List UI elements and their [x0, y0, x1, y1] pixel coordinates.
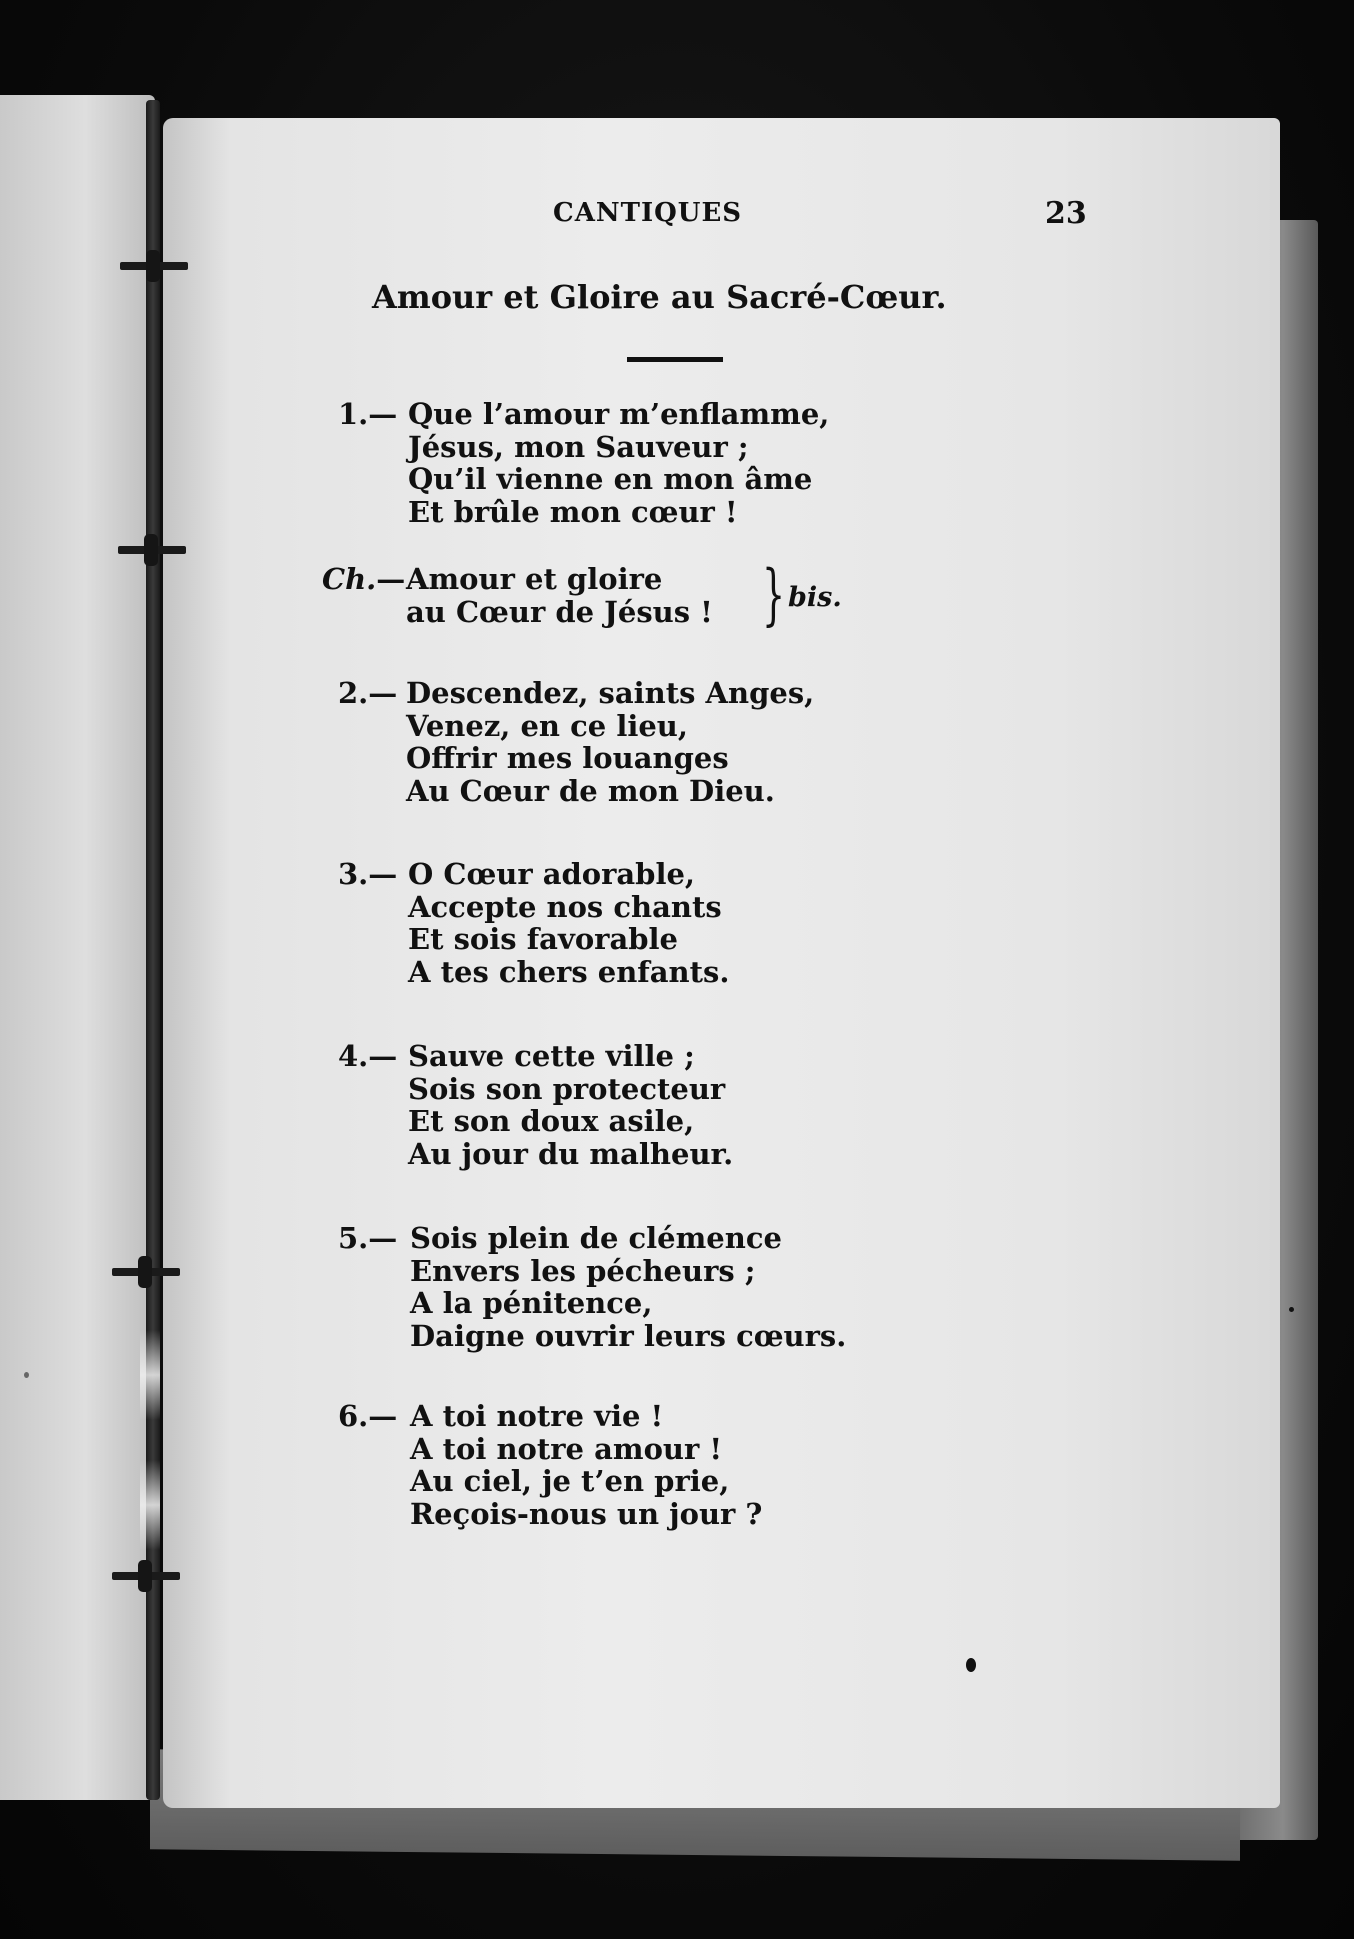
stanza-number: 2.— [338, 676, 398, 710]
binding-stitch [120, 262, 188, 270]
verse-line: Accepte nos chants [408, 889, 722, 924]
verse-line: Jésus, mon Sauveur ; [408, 429, 749, 464]
chorus-line: Amour et gloire [406, 562, 663, 596]
binding-stitch [118, 546, 186, 554]
stanza-lines [408, 858, 729, 988]
verse-line: Et sois favorable [408, 922, 678, 956]
chorus-label: Ch. [322, 562, 377, 596]
scan-speck [1289, 1307, 1294, 1312]
verse-line: Sois plein de clémence [410, 1221, 782, 1255]
verse-line: A tes chers enfants. [408, 954, 730, 989]
title-rule [627, 357, 723, 362]
verse-line: Offrir mes louanges [406, 741, 729, 775]
verse-line: Et brûle mon cœur ! [408, 494, 738, 529]
song-title: Amour et Gloire au Sacré-Cœur. [372, 278, 947, 316]
verse-line: Au ciel, je t’en prie, [410, 1464, 730, 1498]
verse-line: Et son doux asile, [408, 1104, 695, 1138]
stanza-number: 6.— [338, 1399, 398, 1433]
verse-line: Au jour du malheur. [408, 1136, 734, 1171]
verse-line: O Cœur adorable, [408, 857, 696, 891]
binding-highlight [140, 1460, 160, 1550]
verse-line: Reçois-nous un jour ? [410, 1496, 763, 1531]
stanza-lines [406, 677, 814, 807]
chorus-dash: — [376, 562, 406, 596]
verse-line: Sois son protecteur [408, 1071, 726, 1106]
verse-line: Daigne ouvrir leurs cœurs. [410, 1318, 847, 1353]
binding-highlight [140, 1330, 160, 1420]
stanza-number: 1.— [338, 397, 398, 431]
verse-line: A toi notre amour ! [410, 1431, 723, 1466]
chorus-lines [406, 563, 713, 628]
scan-speck [966, 1658, 976, 1672]
verse-line: A toi notre vie ! [410, 1399, 664, 1433]
verse-line: Sauve cette ville ; [408, 1039, 695, 1073]
facing-page [0, 95, 155, 1800]
scan-speck [24, 1372, 29, 1378]
chorus-marker [322, 563, 405, 596]
stanza-number: 3.— [338, 857, 398, 891]
verse-line: Que l’amour m’enflamme, [408, 397, 830, 431]
verse-line: Venez, en ce lieu, [406, 708, 688, 743]
verse-line: A la pénitence, [410, 1286, 653, 1320]
stanza-lines [408, 1040, 733, 1170]
repeat-brace: } [762, 556, 786, 633]
stanza-number: 4.— [338, 1039, 398, 1073]
stanza-number: 5.— [338, 1221, 398, 1255]
verse-line: Descendez, saints Anges, [406, 676, 815, 710]
repeat-mark: bis. [788, 582, 842, 613]
stanza-lines [410, 1400, 762, 1530]
stanza-lines [408, 398, 829, 528]
verse-line: Au Cœur de mon Dieu. [406, 773, 775, 808]
verse-line: Qu’il vienne en mon âme [408, 462, 813, 496]
verse-line: Envers les pécheurs ; [410, 1253, 756, 1288]
binding-stitch [112, 1572, 180, 1580]
binding-stitch [112, 1268, 180, 1276]
running-title: CANTIQUES [553, 198, 743, 228]
page-number: 23 [1045, 196, 1087, 231]
stanza-lines [410, 1222, 846, 1352]
chorus-line: au Cœur de Jésus ! [406, 594, 713, 629]
